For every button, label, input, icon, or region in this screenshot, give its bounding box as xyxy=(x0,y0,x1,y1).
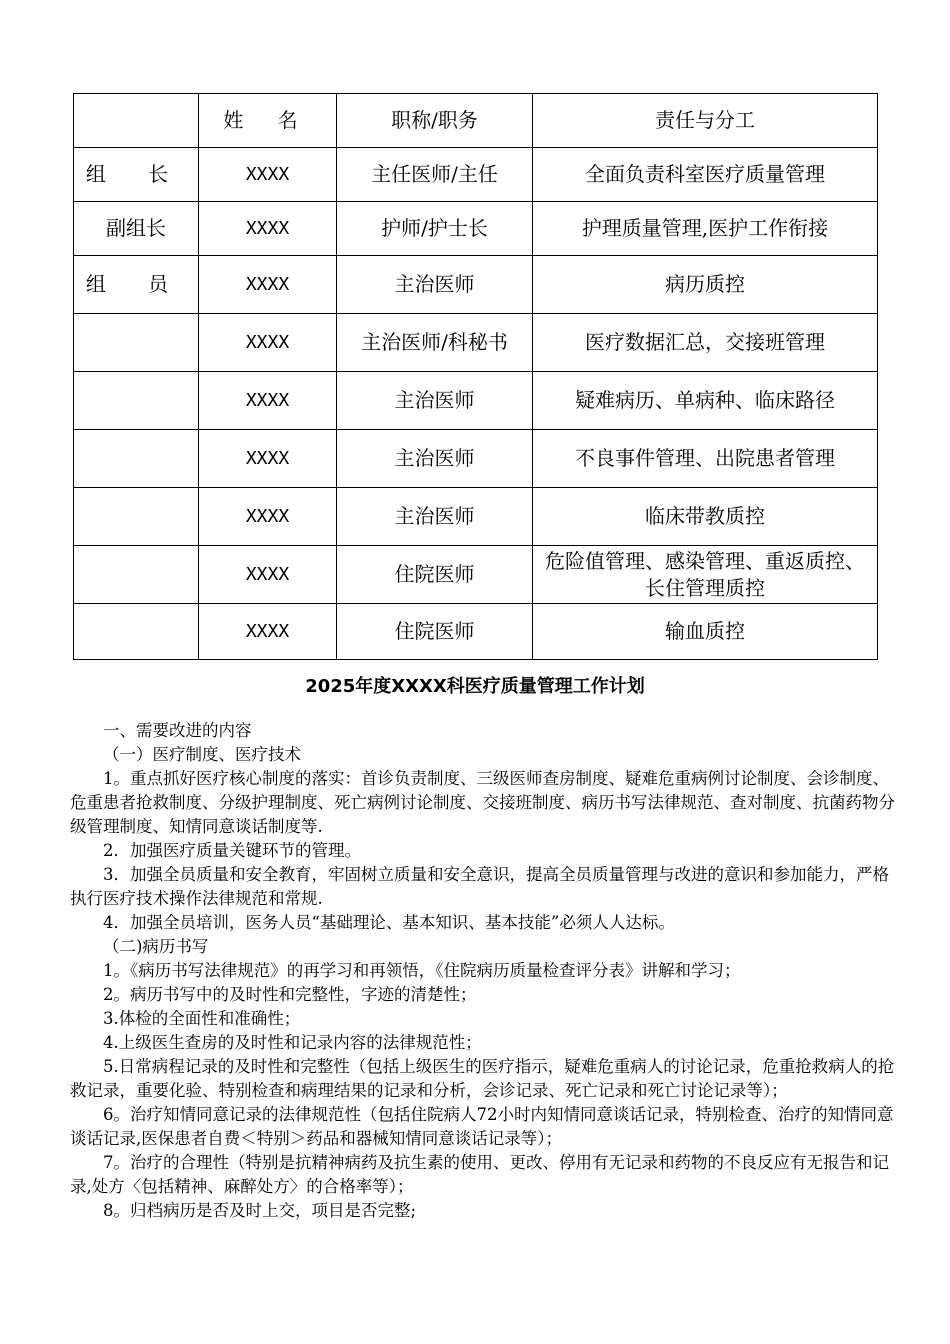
role-cell: 副组长 xyxy=(74,202,199,256)
paragraph: 6。治疗知情同意记录的法律规范性（包括住院病人72小时内知情同意谈话记录，特别检查、治疗的知情同意谈话记录,医保患者自费＜特别＞药品和器械知情同意谈话记录等）； xyxy=(70,1105,894,1148)
duty-cell: 不良事件管理、出院患者管理 xyxy=(533,430,878,488)
duty-cell: 危险值管理、感染管理、重返质控、长住管理质控 xyxy=(533,546,878,604)
duty-cell: 疑难病历、单病种、临床路径 xyxy=(533,372,878,430)
role-cell xyxy=(74,488,199,546)
paragraph: 1。《病历书写法律规范》的再学习和再领悟，《住院病历质量检查评分表》讲解和学习； xyxy=(103,961,741,980)
header-cell-title: 职称/职务 xyxy=(337,94,533,148)
table-row xyxy=(74,604,878,660)
responsibility-table-body xyxy=(74,94,878,660)
title-cell: 主任医师/主任 xyxy=(337,148,533,202)
title-cell: 护师/护士长 xyxy=(337,202,533,256)
paragraph: 5.日常病程记录的及时性和完整性（包括上级医生的医疗指示，疑难危重病人的讨论记录，危重抢救病人的抢救记录，重要化验、特别检查和病理结果的记录和分析，会诊记录、死亡记录和死亡讨论记录等）； xyxy=(70,1057,895,1100)
title-cell: 主治医师 xyxy=(337,372,533,430)
title-cell: 住院医师 xyxy=(337,604,533,660)
name-cell: XXXX xyxy=(199,488,337,546)
table-row xyxy=(74,314,878,372)
role-cell xyxy=(74,546,199,604)
paragraph: 8。归档病历是否及时上交，项目是否完整; xyxy=(103,1201,417,1220)
document-body xyxy=(70,719,900,1223)
name-cell: XXXX xyxy=(199,430,337,488)
paragraph: 2。病历书写中的及时性和完整性，字迹的清楚性； xyxy=(103,985,477,1004)
table-row xyxy=(74,372,878,430)
table-row xyxy=(74,148,878,202)
table-row xyxy=(74,546,878,604)
duty-cell: 输血质控 xyxy=(533,604,878,660)
role-cell xyxy=(74,430,199,488)
name-cell: XXXX xyxy=(199,256,337,314)
title-cell: 主治医师/科秘书 xyxy=(337,314,533,372)
table-row xyxy=(74,202,878,256)
duty-cell: 全面负责科室医疗质量管理 xyxy=(533,148,878,202)
header-cell-name: 姓 名 xyxy=(199,94,337,148)
role-cell xyxy=(74,372,199,430)
document-title: 2025年度XXXX科医疗质量管理工作计划 xyxy=(305,676,645,697)
paragraph: （一）医疗制度、医疗技术 xyxy=(103,745,301,764)
duty-cell: 病历质控 xyxy=(533,256,878,314)
name-cell: XXXX xyxy=(199,546,337,604)
title-cell: 主治医师 xyxy=(337,256,533,314)
table-row xyxy=(74,488,878,546)
table-row xyxy=(74,430,878,488)
duty-cell: 护理质量管理,医护工作衔接 xyxy=(533,202,878,256)
name-cell: XXXX xyxy=(199,372,337,430)
paragraph: 1。重点抓好医疗核心制度的落实：首诊负责制度、三级医师查房制度、疑难危重病例讨论制度、会诊制度、危重患者抢救制度、分级护理制度、死亡病例讨论制度、交接班制度、病历书写法律规范、查对制度、抗菌药物分级管理制度、知情同意谈话制度等. xyxy=(70,769,895,836)
paragraph: 7。治疗的合理性（特别是抗精神病药及抗生素的使用、更改、停用有无记录和药物的不良反应有无报告和记录,处方〈包括精神、麻醉处方〉的合格率等）； xyxy=(70,1153,889,1196)
role-cell: 组 员 xyxy=(74,256,199,314)
title-cell: 主治医师 xyxy=(337,488,533,546)
name-cell: XXXX xyxy=(199,604,337,660)
role-cell: 组 长 xyxy=(74,148,199,202)
role-cell xyxy=(74,314,199,372)
title-cell: 主治医师 xyxy=(337,430,533,488)
responsibility-table xyxy=(73,93,878,660)
title-cell: 住院医师 xyxy=(337,546,533,604)
paragraph: 一、需要改进的内容 xyxy=(103,721,252,740)
name-cell: XXXX xyxy=(199,314,337,372)
duty-cell: 临床带教质控 xyxy=(533,488,878,546)
paragraph: 3.体检的全面性和准确性； xyxy=(103,1009,301,1028)
paragraph: 4．加强全员培训，医务人员“基础理论、基本知识、基本技能”必须人人达标。 xyxy=(103,913,675,932)
paragraph: （二)病历书写 xyxy=(103,937,209,956)
duty-cell: 医疗数据汇总，交接班管理 xyxy=(533,314,878,372)
name-cell: XXXX xyxy=(199,148,337,202)
paragraph: 3．加强全员质量和安全教育，牢固树立质量和安全意识，提高全员质量管理与改进的意识和参加能力，严格执行医疗技术操作法律规范和常规. xyxy=(70,865,889,908)
table-header-row xyxy=(74,94,878,148)
role-cell xyxy=(74,604,199,660)
header-cell-duty: 责任与分工 xyxy=(533,94,878,148)
paragraph: 2．加强医疗质量关键环节的管理。 xyxy=(103,841,361,860)
table-row xyxy=(74,256,878,314)
header-cell-role xyxy=(74,94,199,148)
name-cell: XXXX xyxy=(199,202,337,256)
paragraph: 4.上级医生查房的及时性和记录内容的法律规范性； xyxy=(103,1033,482,1052)
